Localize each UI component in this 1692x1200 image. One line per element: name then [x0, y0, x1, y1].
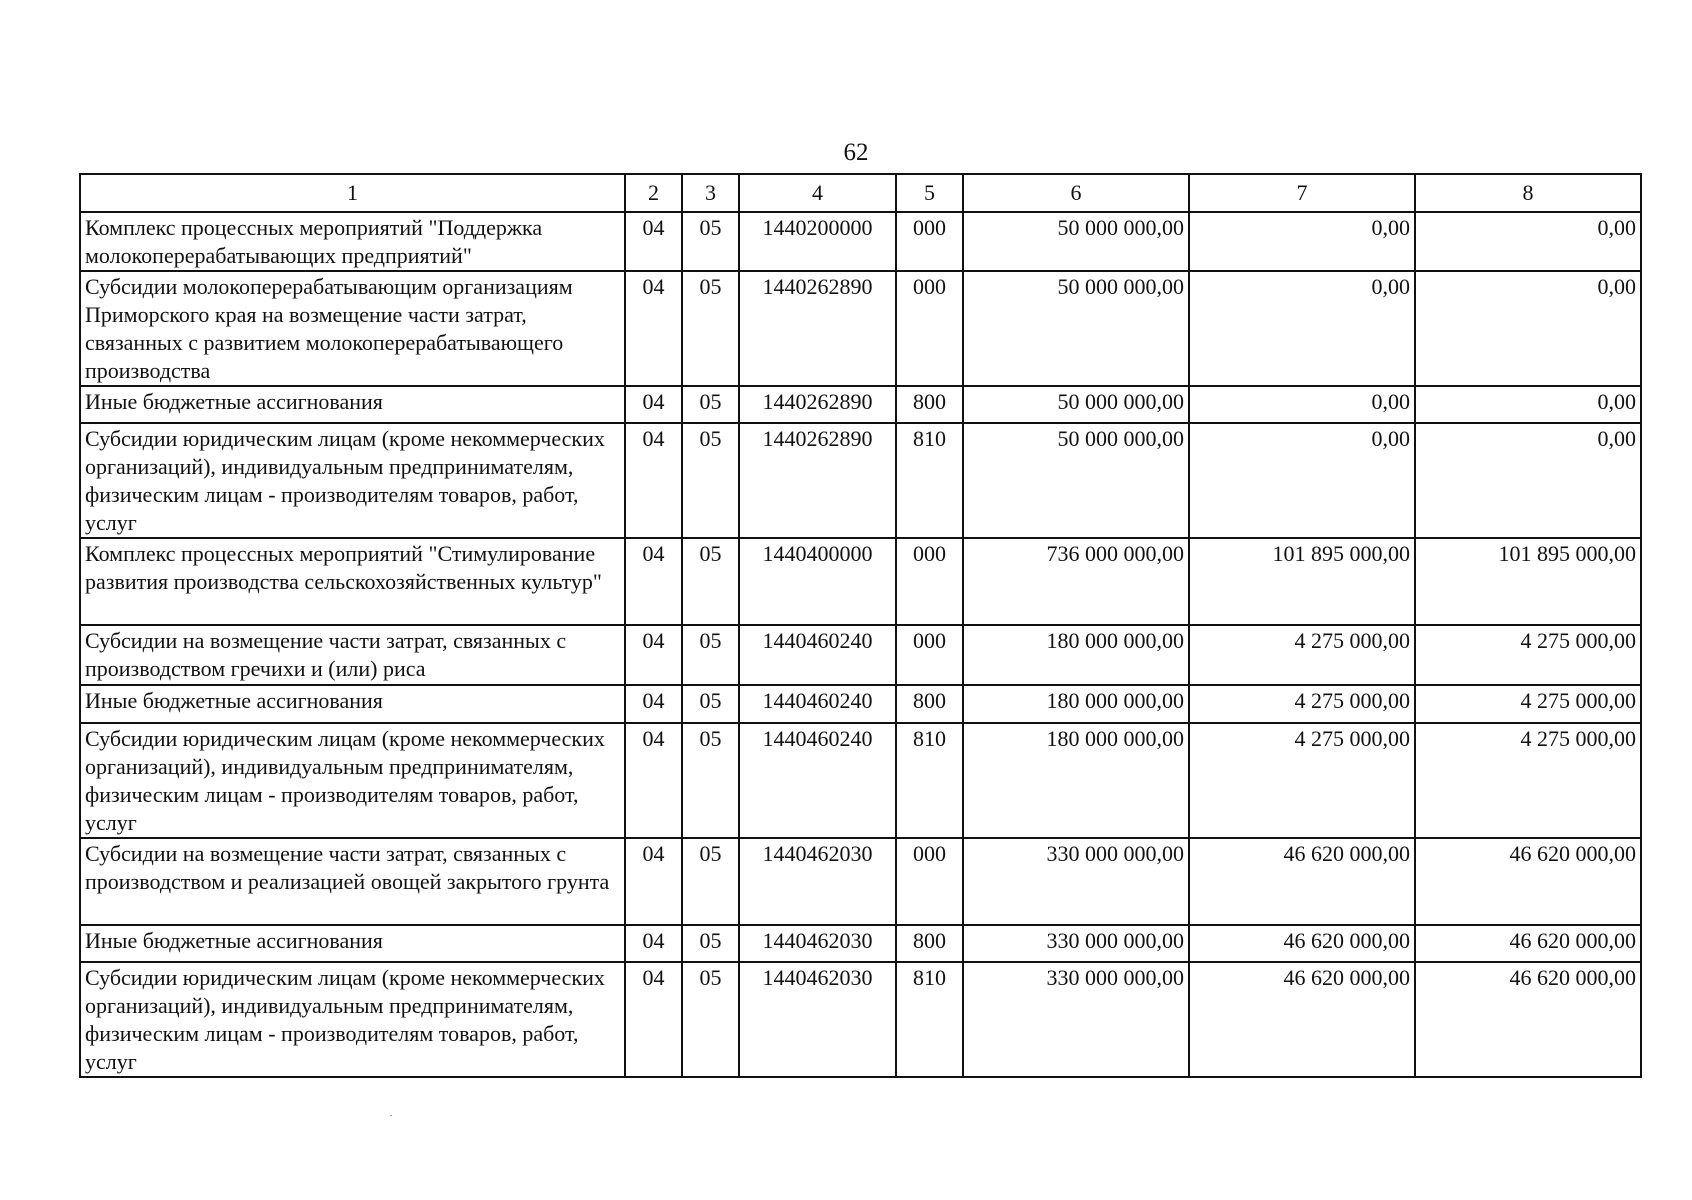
expense-type-code: 000: [896, 538, 963, 625]
section-code: 04: [625, 538, 682, 625]
expense-type-code: 810: [896, 423, 963, 538]
target-article-code: 1440262890: [739, 271, 896, 386]
target-article-code: 1440200000: [739, 212, 896, 271]
target-article-code: 1440460240: [739, 625, 896, 685]
section-code: 04: [625, 625, 682, 685]
row-name: Комплекс процессных мероприятий "Стимулирование развития производства сельскохозяйственных культур": [80, 538, 625, 625]
amount-col8: 0,00: [1415, 212, 1641, 271]
column-header: 6: [963, 174, 1189, 212]
target-article-code: 1440262890: [739, 386, 896, 423]
section-code: 04: [625, 386, 682, 423]
subsection-code: 05: [682, 962, 739, 1077]
amount-col6: 50 000 000,00: [963, 423, 1189, 538]
amount-col7: 0,00: [1189, 386, 1415, 423]
amount-col6: 180 000 000,00: [963, 723, 1189, 838]
amount-col6: 736 000 000,00: [963, 538, 1189, 625]
subsection-code: 05: [682, 423, 739, 538]
table-row: [80, 723, 1641, 838]
subsection-code: 05: [682, 685, 739, 723]
column-header: 4: [739, 174, 896, 212]
amount-col7: 0,00: [1189, 423, 1415, 538]
expense-type-code: 800: [896, 386, 963, 423]
expense-type-code: 000: [896, 838, 963, 925]
header-row: [80, 174, 1641, 212]
expense-type-code: 800: [896, 685, 963, 723]
page-number: 62: [843, 139, 869, 166]
expense-type-code: 810: [896, 723, 963, 838]
subsection-code: 05: [682, 386, 739, 423]
target-article-code: 1440462030: [739, 838, 896, 925]
column-header: 2: [625, 174, 682, 212]
amount-col8: 101 895 000,00: [1415, 538, 1641, 625]
amount-col6: 330 000 000,00: [963, 962, 1189, 1077]
section-code: 04: [625, 838, 682, 925]
amount-col7: 46 620 000,00: [1189, 925, 1415, 962]
section-code: 04: [625, 962, 682, 1077]
amount-col8: 4 275 000,00: [1415, 625, 1641, 685]
amount-col7: 101 895 000,00: [1189, 538, 1415, 625]
expense-type-code: 000: [896, 271, 963, 386]
column-header: 8: [1415, 174, 1641, 212]
amount-col6: 180 000 000,00: [963, 685, 1189, 723]
amount-col6: 330 000 000,00: [963, 925, 1189, 962]
expense-type-code: 000: [896, 625, 963, 685]
row-name: Иные бюджетные ассигнования: [80, 386, 625, 423]
amount-col6: 330 000 000,00: [963, 838, 1189, 925]
row-name: Субсидии юридическим лицам (кроме некоммерческих организаций), индивидуальным предпринимателям, физическим лицам - производителям товаров, работ, услуг: [80, 423, 625, 538]
amount-col8: 4 275 000,00: [1415, 723, 1641, 838]
row-name: Субсидии молокоперерабатывающим организациям Приморского края на возмещение части затрат, связанных с развитием молокоперерабатывающего производства: [80, 271, 625, 386]
subsection-code: 05: [682, 625, 739, 685]
amount-col8: 46 620 000,00: [1415, 925, 1641, 962]
expense-type-code: 000: [896, 212, 963, 271]
budget-table: [79, 173, 1642, 1078]
amount-col8: 0,00: [1415, 386, 1641, 423]
row-name: Субсидии на возмещение части затрат, связанных с производством гречихи и (или) риса: [80, 625, 625, 685]
amount-col7: 46 620 000,00: [1189, 838, 1415, 925]
column-header: 5: [896, 174, 963, 212]
table-row: [80, 838, 1641, 925]
table-row: [80, 423, 1641, 538]
table-row: [80, 212, 1641, 271]
section-code: 04: [625, 685, 682, 723]
section-code: 04: [625, 925, 682, 962]
amount-col8: 0,00: [1415, 271, 1641, 386]
amount-col8: 4 275 000,00: [1415, 685, 1641, 723]
column-header: 7: [1189, 174, 1415, 212]
table-row: [80, 925, 1641, 962]
row-name: Иные бюджетные ассигнования: [80, 685, 625, 723]
table-row: [80, 625, 1641, 685]
column-header: 3: [682, 174, 739, 212]
target-article-code: 1440400000: [739, 538, 896, 625]
section-code: 04: [625, 271, 682, 386]
amount-col6: 50 000 000,00: [963, 386, 1189, 423]
scan-speck: [390, 1115, 392, 1116]
subsection-code: 05: [682, 838, 739, 925]
target-article-code: 1440460240: [739, 723, 896, 838]
amount-col7: 0,00: [1189, 271, 1415, 386]
subsection-code: 05: [682, 925, 739, 962]
table-row: [80, 538, 1641, 625]
amount-col6: 50 000 000,00: [963, 212, 1189, 271]
subsection-code: 05: [682, 723, 739, 838]
amount-col8: 0,00: [1415, 423, 1641, 538]
target-article-code: 1440462030: [739, 962, 896, 1077]
target-article-code: 1440460240: [739, 685, 896, 723]
amount-col6: 180 000 000,00: [963, 625, 1189, 685]
amount-col7: 4 275 000,00: [1189, 723, 1415, 838]
table-row: [80, 271, 1641, 386]
target-article-code: 1440462030: [739, 925, 896, 962]
target-article-code: 1440262890: [739, 423, 896, 538]
amount-col7: 4 275 000,00: [1189, 625, 1415, 685]
row-name: Комплекс процессных мероприятий "Поддержка молокоперерабатывающих предприятий": [80, 212, 625, 271]
subsection-code: 05: [682, 212, 739, 271]
row-name: Иные бюджетные ассигнования: [80, 925, 625, 962]
table-row: [80, 962, 1641, 1077]
expense-type-code: 810: [896, 962, 963, 1077]
amount-col7: 4 275 000,00: [1189, 685, 1415, 723]
amount-col7: 46 620 000,00: [1189, 962, 1415, 1077]
subsection-code: 05: [682, 271, 739, 386]
amount-col8: 46 620 000,00: [1415, 962, 1641, 1077]
row-name: Субсидии юридическим лицам (кроме некоммерческих организаций), индивидуальным предпринимателям, физическим лицам - производителям товаров, работ, услуг: [80, 962, 625, 1077]
subsection-code: 05: [682, 538, 739, 625]
table-row: [80, 685, 1641, 723]
row-name: Субсидии юридическим лицам (кроме некоммерческих организаций), индивидуальным предпринимателям, физическим лицам - производителям товаров, работ, услуг: [80, 723, 625, 838]
section-code: 04: [625, 723, 682, 838]
table-row: [80, 386, 1641, 423]
row-name: Субсидии на возмещение части затрат, связанных с производством и реализацией овощей закрытого грунта: [80, 838, 625, 925]
expense-type-code: 800: [896, 925, 963, 962]
amount-col6: 50 000 000,00: [963, 271, 1189, 386]
column-header: 1: [80, 174, 625, 212]
amount-col7: 0,00: [1189, 212, 1415, 271]
amount-col8: 46 620 000,00: [1415, 838, 1641, 925]
section-code: 04: [625, 212, 682, 271]
section-code: 04: [625, 423, 682, 538]
